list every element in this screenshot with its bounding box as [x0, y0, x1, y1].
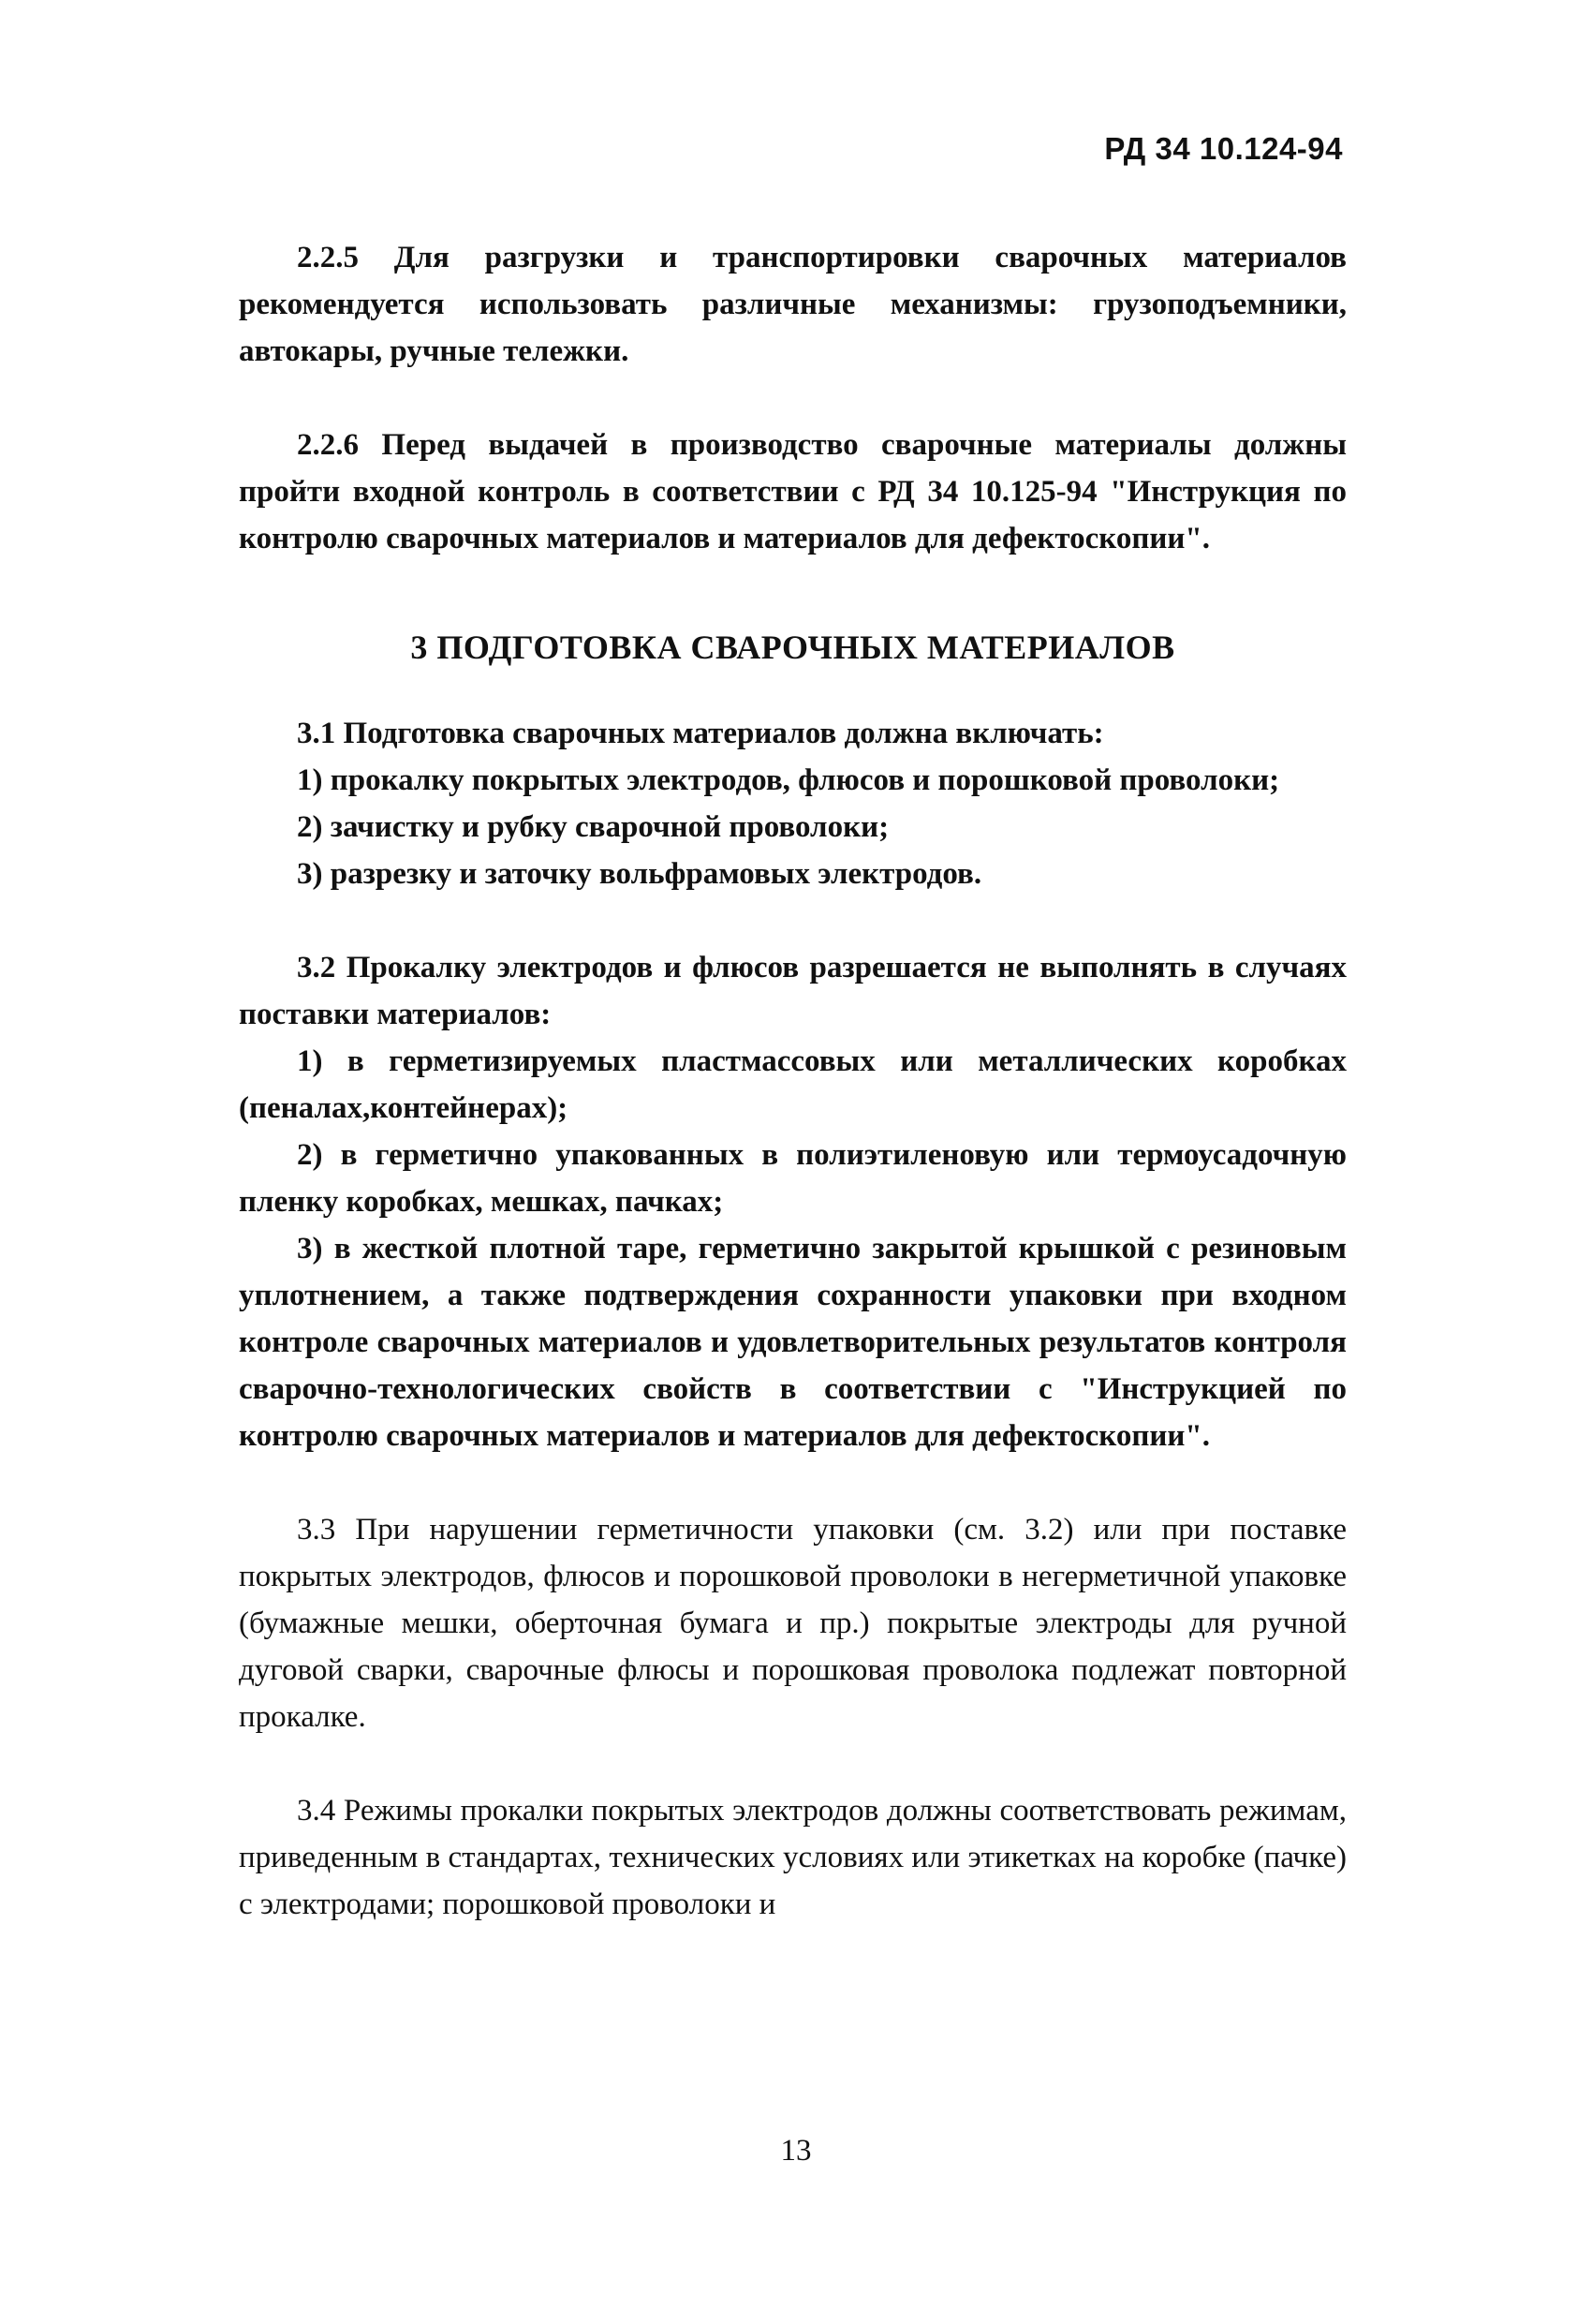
- clause-3-3: 3.3 При нарушении герметичности упаковки (см. 3.2) или при поставке покрытых электродов, флюсов и порошковой проволоки в негерметичной упаковке (бумажные мешки, оберточная бумага и пр.) покрытые электроды для ручной дуговой сварки, сварочные флюсы и порошковая проволока подлежат повторной прокалке.: [239, 1513, 1347, 1734]
- clause-3-1: 3.1 Подготовка сварочных материалов должна включать:: [297, 717, 1104, 750]
- clause-3-4: 3.4 Режимы прокалки покрытых электродов должны соответствовать режимам, приведенным в стандартах, технических условиях или этикетках на коробке (пачке) с электродами; порошковой проволоки и: [239, 1794, 1347, 1921]
- page-number: 13: [780, 2134, 812, 2168]
- clause-3-1-item: 3) разрезку и заточку вольфрамовых электродов.: [297, 857, 982, 891]
- clause-3-1-item: 1) прокалку покрытых электродов, флюсов и порошковой проволоки;: [297, 763, 1280, 797]
- clause-3-2: 3.2 Прокалку электродов и флюсов разрешается не выполнять в случаях поставки материалов:: [239, 951, 1347, 1031]
- clause-3-2-item: 1) в герметизируемых пластмассовых или металлических коробках (пеналах,контейнерах);: [239, 1044, 1347, 1125]
- clause-2-2-5: 2.2.5 Для разгрузки и транспортировки сварочных материалов рекомендуется использовать различные механизмы: грузоподъемники, автокары, ручные тележки.: [239, 241, 1347, 368]
- clause-2-2-6: 2.2.6 Перед выдачей в производство сварочные материалы должны пройти входной контроль в соответствии с РД 34 10.125-94 "Инструкция по контролю сварочных материалов и материалов для дефектоскопии".: [239, 428, 1347, 555]
- clause-3-2-item: 2) в герметично упакованных в полиэтиленовую или термоусадочную пленку коробках, мешках, пачках;: [239, 1138, 1347, 1219]
- document-code: РД 34 10.124-94: [1104, 131, 1343, 166]
- clause-3-2-item: 3) в жесткой плотной таре, герметично закрытой крышкой с резиновым уплотнением, а также подтверждения сохранности упаковки при входном контроле сварочных материалов и удовлетворительных результатов контроля сварочно-технологических свойств в соответствии с "Инструкцией по контролю сварочных материалов и материалов для дефектоскопии".: [239, 1232, 1347, 1453]
- section-3-heading: 3 ПОДГОТОВКА СВАРОЧНЫХ МАТЕРИАЛОВ: [410, 629, 1175, 666]
- page-body: [239, 234, 1347, 1928]
- clause-3-1-item: 2) зачистку и рубку сварочной проволоки;: [297, 810, 890, 844]
